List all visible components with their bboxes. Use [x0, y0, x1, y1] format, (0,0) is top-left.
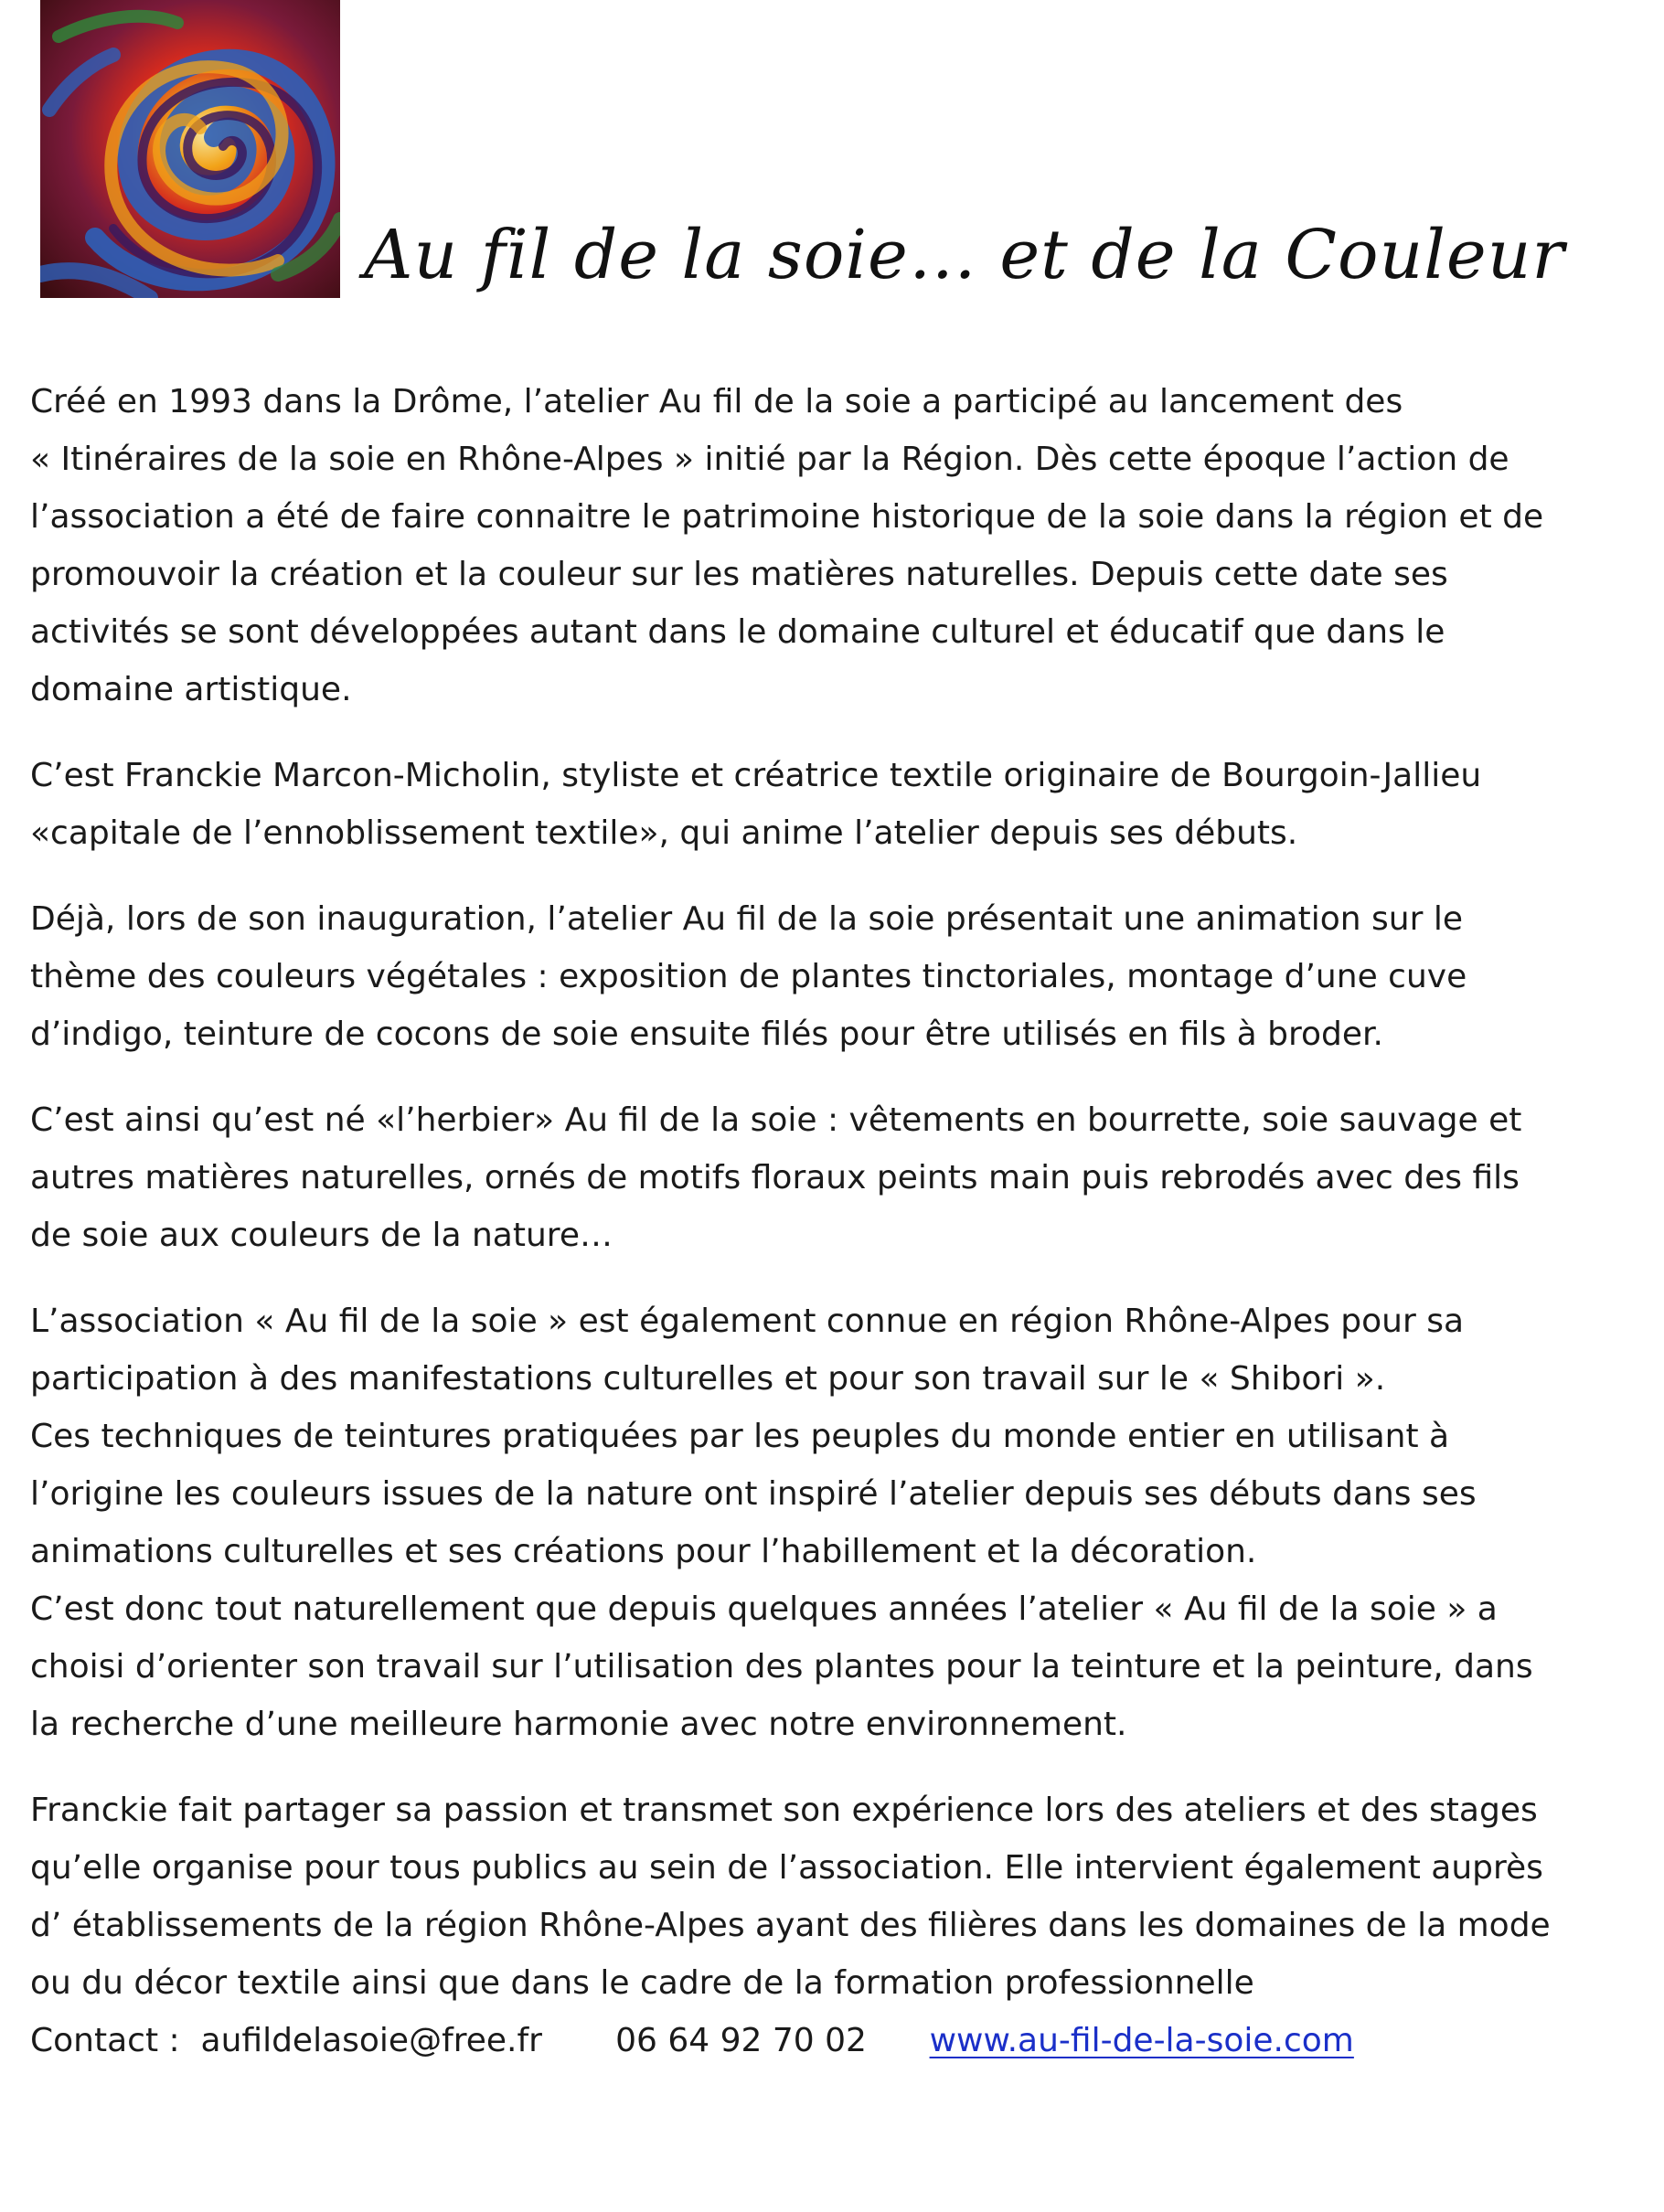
paragraph-line: C’est Franckie Marcon-Micholin, styliste et créatrice textile originaire de Bourgoin-Jallieu [30, 757, 1482, 794]
article-body [30, 373, 1621, 2069]
page-title: Au fil de la soie… et de la Couleur [364, 216, 1565, 294]
paragraph-line: Créé en 1993 dans la Drôme, l’atelier Au fil de la soie a participé au lancement des [30, 383, 1403, 420]
paragraph-line: autres matières naturelles, ornés de motifs floraux peints main puis rebrodés avec des fils [30, 1159, 1520, 1196]
paragraph [30, 1091, 1621, 1264]
paragraph-line: C’est ainsi qu’est né «l’herbier» Au fil de la soie : vêtements en bourrette, soie sauvage et [30, 1101, 1522, 1139]
paragraph-line: de soie aux couleurs de la nature… [30, 1217, 613, 1254]
contact-details: Contact : aufildelasoie@free.fr 06 64 92 70 02 [30, 2022, 930, 2059]
contact-line [30, 2012, 1621, 2069]
paragraph-line: l’association a été de faire connaitre le patrimoine historique de la soie dans la région et de [30, 498, 1544, 536]
paragraph-line: thème des couleurs végétales : exposition de plantes tinctoriales, montage d’une cuve [30, 958, 1467, 995]
paragraph [30, 1781, 1621, 2069]
paragraph-line: Déjà, lors de son inauguration, l’atelier Au fil de la soie présentait une animation sur le [30, 900, 1463, 938]
paragraph-line: choisi d’orienter son travail sur l’utilisation des plantes pour la teinture et la peinture, dans [30, 1648, 1533, 1686]
paragraph-line: participation à des manifestations culturelles et pour son travail sur le « Shibori ». [30, 1360, 1386, 1398]
paragraph-line: la recherche d’une meilleure harmonie avec notre environnement. [30, 1706, 1127, 1743]
paragraph [30, 747, 1621, 862]
paragraph-line: promouvoir la création et la couleur sur les matières naturelles. Depuis cette date ses [30, 556, 1448, 593]
paragraph-line: activités se sont développées autant dans le domaine culturel et éducatif que dans le [30, 613, 1445, 651]
paragraph [30, 1292, 1621, 1753]
paragraph-line: d’indigo, teinture de cocons de soie ensuite filés pour être utilisés en fils à broder. [30, 1016, 1383, 1053]
paragraph-line: Ces techniques de teintures pratiquées par les peuples du monde entier en utilisant à [30, 1418, 1450, 1455]
paragraph-line: ou du décor textile ainsi que dans le cadre de la formation professionnelle [30, 1964, 1254, 2002]
paragraph-line: l’origine les couleurs issues de la nature ont inspiré l’atelier depuis ses débuts dans ses [30, 1475, 1477, 1513]
paragraph-line: domaine artistique. [30, 671, 352, 708]
paragraph-line: Franckie fait partager sa passion et transmet son expérience lors des ateliers et des stages [30, 1792, 1538, 1829]
tie-dye-logo-image [40, 0, 340, 298]
paragraph-line: qu’elle organise pour tous publics au sein de l’association. Elle intervient également auprès [30, 1849, 1543, 1887]
paragraph [30, 890, 1621, 1063]
paragraph-line: « Itinéraires de la soie en Rhône-Alpes » initié par la Région. Dès cette époque l’action de [30, 441, 1509, 478]
paragraph-line: L’association « Au fil de la soie » est également connue en région Rhône-Alpes pour sa [30, 1303, 1465, 1340]
paragraph-line: d’ établissements de la région Rhône-Alpes ayant des filières dans les domaines de la mode [30, 1907, 1551, 1944]
paragraph-line: animations culturelles et ses créations pour l’habillement et la décoration. [30, 1533, 1257, 1570]
website-link[interactable]: www.au-fil-de-la-soie.com [929, 2022, 1354, 2059]
paragraph-line: C’est donc tout naturellement que depuis quelques années l’atelier « Au fil de la soie » a [30, 1590, 1498, 1628]
paragraph [30, 373, 1621, 718]
tie-dye-spiral-icon [40, 0, 340, 298]
paragraph-line: «capitale de l’ennoblissement textile», qui anime l’atelier depuis ses débuts. [30, 814, 1298, 852]
